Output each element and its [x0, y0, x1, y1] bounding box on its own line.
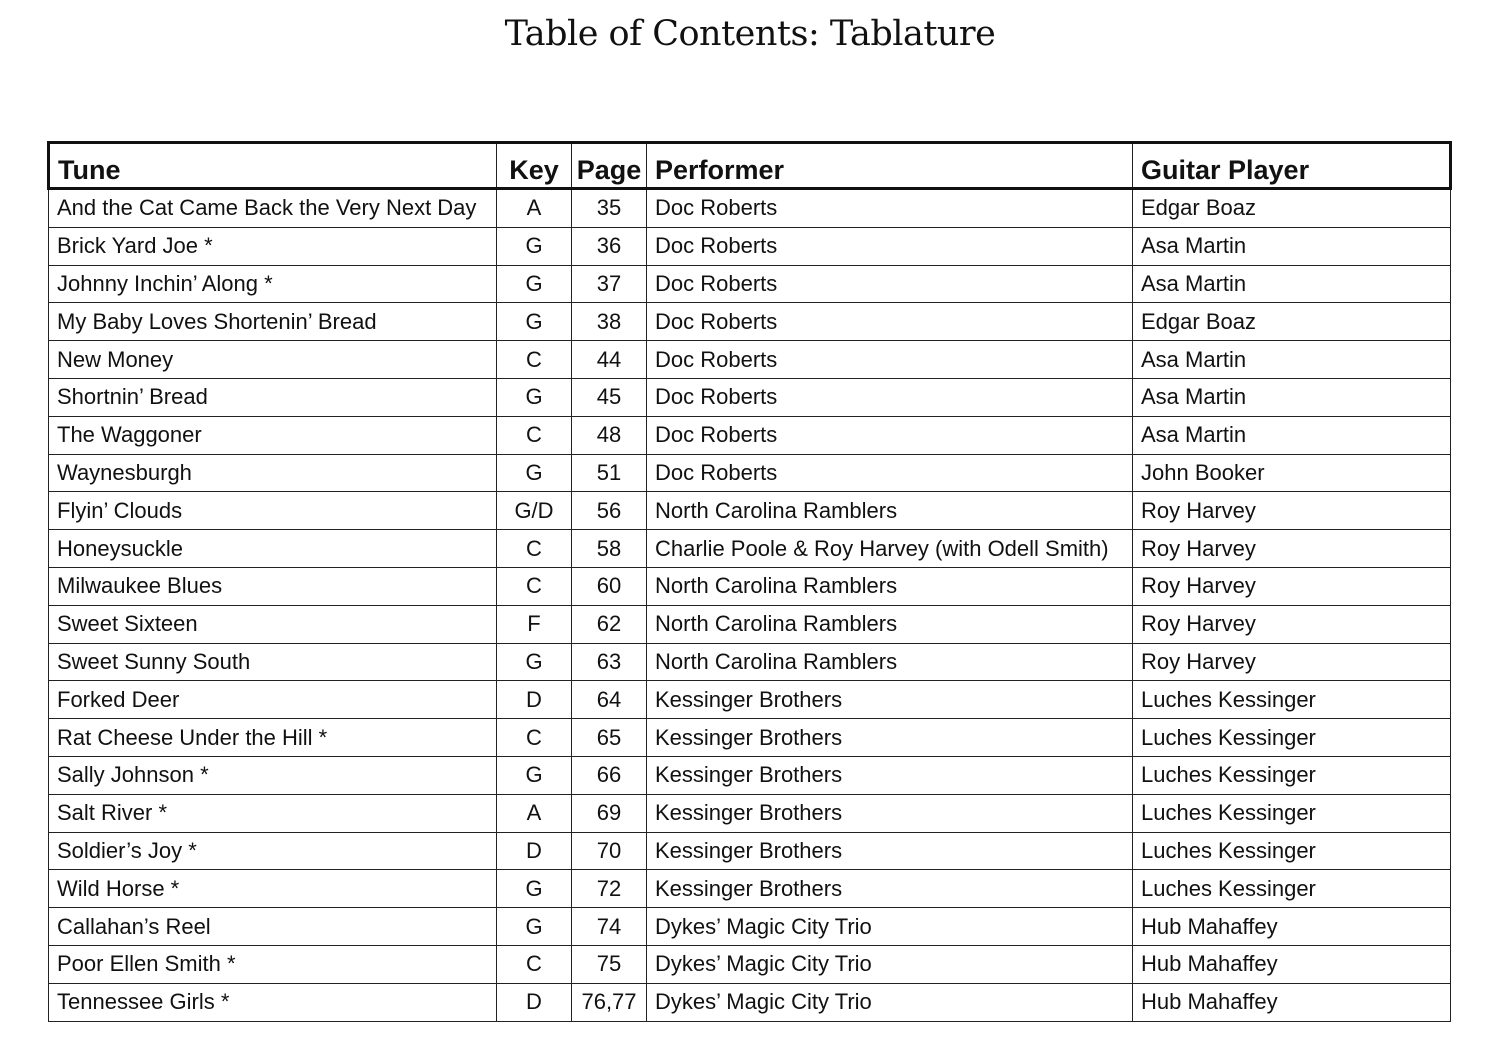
- guitar-player-cell: Luches Kessinger: [1133, 719, 1451, 757]
- table-row: [49, 643, 1451, 681]
- page-cell: 72: [572, 870, 647, 908]
- performer-cell: Doc Roberts: [647, 265, 1133, 303]
- performer-cell: Kessinger Brothers: [647, 681, 1133, 719]
- tune-cell: Wild Horse *: [49, 870, 497, 908]
- page-cell: 70: [572, 832, 647, 870]
- table-row: [49, 416, 1451, 454]
- performer-cell: Kessinger Brothers: [647, 832, 1133, 870]
- key-cell: G: [497, 643, 572, 681]
- table-row: [49, 945, 1451, 983]
- key-cell: F: [497, 605, 572, 643]
- table-row: [49, 567, 1451, 605]
- page-cell: 76,77: [572, 983, 647, 1021]
- guitar-player-cell: Asa Martin: [1133, 265, 1451, 303]
- guitar-player-cell: Luches Kessinger: [1133, 832, 1451, 870]
- table-row: [49, 303, 1451, 341]
- column-header-tune: Tune: [49, 143, 497, 189]
- page-cell: 35: [572, 189, 647, 228]
- tune-cell: And the Cat Came Back the Very Next Day: [49, 189, 497, 228]
- tune-cell: Honeysuckle: [49, 530, 497, 568]
- key-cell: C: [497, 341, 572, 379]
- key-cell: C: [497, 719, 572, 757]
- key-cell: C: [497, 945, 572, 983]
- table-row: [49, 189, 1451, 228]
- tune-cell: Tennessee Girls *: [49, 983, 497, 1021]
- key-cell: D: [497, 681, 572, 719]
- guitar-player-cell: Asa Martin: [1133, 416, 1451, 454]
- key-cell: G: [497, 378, 572, 416]
- key-cell: C: [497, 530, 572, 568]
- table-row: [49, 983, 1451, 1021]
- column-header-page: Page: [572, 143, 647, 189]
- guitar-player-cell: Luches Kessinger: [1133, 756, 1451, 794]
- key-cell: C: [497, 416, 572, 454]
- page-cell: 65: [572, 719, 647, 757]
- page-cell: 45: [572, 378, 647, 416]
- performer-cell: Kessinger Brothers: [647, 719, 1133, 757]
- page-cell: 37: [572, 265, 647, 303]
- tune-cell: The Waggoner: [49, 416, 497, 454]
- table-row: [49, 227, 1451, 265]
- table-row: [49, 530, 1451, 568]
- key-cell: G: [497, 454, 572, 492]
- performer-cell: Charlie Poole & Roy Harvey (with Odell Smith): [647, 530, 1133, 568]
- guitar-player-cell: Hub Mahaffey: [1133, 983, 1451, 1021]
- key-cell: G: [497, 227, 572, 265]
- guitar-player-cell: Edgar Boaz: [1133, 303, 1451, 341]
- tune-cell: Sally Johnson *: [49, 756, 497, 794]
- key-cell: G: [497, 908, 572, 946]
- table-row: [49, 454, 1451, 492]
- tune-cell: Poor Ellen Smith *: [49, 945, 497, 983]
- tune-cell: Johnny Inchin’ Along *: [49, 265, 497, 303]
- table-row: [49, 681, 1451, 719]
- page-cell: 38: [572, 303, 647, 341]
- performer-cell: Doc Roberts: [647, 227, 1133, 265]
- page-cell: 36: [572, 227, 647, 265]
- guitar-player-cell: Roy Harvey: [1133, 605, 1451, 643]
- page-cell: 64: [572, 681, 647, 719]
- performer-cell: Doc Roberts: [647, 416, 1133, 454]
- guitar-player-cell: Hub Mahaffey: [1133, 908, 1451, 946]
- performer-cell: Doc Roberts: [647, 378, 1133, 416]
- performer-cell: Dykes’ Magic City Trio: [647, 983, 1133, 1021]
- page-cell: 58: [572, 530, 647, 568]
- key-cell: G/D: [497, 492, 572, 530]
- guitar-player-cell: Luches Kessinger: [1133, 870, 1451, 908]
- page-cell: 56: [572, 492, 647, 530]
- guitar-player-cell: Asa Martin: [1133, 227, 1451, 265]
- key-cell: A: [497, 794, 572, 832]
- key-cell: D: [497, 983, 572, 1021]
- key-cell: G: [497, 756, 572, 794]
- page-cell: 60: [572, 567, 647, 605]
- guitar-player-cell: Asa Martin: [1133, 378, 1451, 416]
- table-row: [49, 756, 1451, 794]
- guitar-player-cell: Edgar Boaz: [1133, 189, 1451, 228]
- guitar-player-cell: John Booker: [1133, 454, 1451, 492]
- performer-cell: Kessinger Brothers: [647, 794, 1133, 832]
- page-cell: 66: [572, 756, 647, 794]
- page-cell: 51: [572, 454, 647, 492]
- performer-cell: Doc Roberts: [647, 341, 1133, 379]
- guitar-player-cell: Roy Harvey: [1133, 567, 1451, 605]
- key-cell: C: [497, 567, 572, 605]
- tune-cell: Salt River *: [49, 794, 497, 832]
- tune-cell: Waynesburgh: [49, 454, 497, 492]
- performer-cell: Kessinger Brothers: [647, 870, 1133, 908]
- performer-cell: Dykes’ Magic City Trio: [647, 945, 1133, 983]
- page-cell: 48: [572, 416, 647, 454]
- guitar-player-cell: Hub Mahaffey: [1133, 945, 1451, 983]
- table-row: [49, 832, 1451, 870]
- table-row: [49, 908, 1451, 946]
- tune-cell: Brick Yard Joe *: [49, 227, 497, 265]
- page-cell: 69: [572, 794, 647, 832]
- performer-cell: North Carolina Ramblers: [647, 643, 1133, 681]
- performer-cell: North Carolina Ramblers: [647, 567, 1133, 605]
- table-body: [49, 189, 1451, 1022]
- guitar-player-cell: Luches Kessinger: [1133, 794, 1451, 832]
- key-cell: G: [497, 303, 572, 341]
- tune-cell: Soldier’s Joy *: [49, 832, 497, 870]
- key-cell: D: [497, 832, 572, 870]
- performer-cell: Doc Roberts: [647, 303, 1133, 341]
- table-row: [49, 870, 1451, 908]
- contents-table: [47, 141, 1452, 1022]
- tune-cell: My Baby Loves Shortenin’ Bread: [49, 303, 497, 341]
- tune-cell: Callahan’s Reel: [49, 908, 497, 946]
- performer-cell: Doc Roberts: [647, 189, 1133, 228]
- page-cell: 63: [572, 643, 647, 681]
- column-header-guitar-player: Guitar Player: [1133, 143, 1451, 189]
- key-cell: A: [497, 189, 572, 228]
- guitar-player-cell: Roy Harvey: [1133, 643, 1451, 681]
- performer-cell: North Carolina Ramblers: [647, 492, 1133, 530]
- page-title: Table of Contents: Tablature: [504, 14, 996, 54]
- table-row: [49, 492, 1451, 530]
- key-cell: G: [497, 265, 572, 303]
- tune-cell: Flyin’ Clouds: [49, 492, 497, 530]
- tune-cell: Rat Cheese Under the Hill *: [49, 719, 497, 757]
- page-cell: 44: [572, 341, 647, 379]
- tune-cell: Sweet Sunny South: [49, 643, 497, 681]
- guitar-player-cell: Roy Harvey: [1133, 492, 1451, 530]
- guitar-player-cell: Luches Kessinger: [1133, 681, 1451, 719]
- performer-cell: North Carolina Ramblers: [647, 605, 1133, 643]
- header-row: [49, 143, 1451, 189]
- table-row: [49, 341, 1451, 379]
- tune-cell: Forked Deer: [49, 681, 497, 719]
- tune-cell: New Money: [49, 341, 497, 379]
- column-header-key: Key: [497, 143, 572, 189]
- page-cell: 75: [572, 945, 647, 983]
- table-row: [49, 378, 1451, 416]
- key-cell: G: [497, 870, 572, 908]
- tune-cell: Shortnin’ Bread: [49, 378, 497, 416]
- column-header-performer: Performer: [647, 143, 1133, 189]
- guitar-player-cell: Roy Harvey: [1133, 530, 1451, 568]
- table-row: [49, 605, 1451, 643]
- table-row: [49, 719, 1451, 757]
- table-header: [49, 143, 1451, 189]
- guitar-player-cell: Asa Martin: [1133, 341, 1451, 379]
- table-row: [49, 794, 1451, 832]
- performer-cell: Kessinger Brothers: [647, 756, 1133, 794]
- performer-cell: Dykes’ Magic City Trio: [647, 908, 1133, 946]
- page-cell: 62: [572, 605, 647, 643]
- tune-cell: Sweet Sixteen: [49, 605, 497, 643]
- page-cell: 74: [572, 908, 647, 946]
- tune-cell: Milwaukee Blues: [49, 567, 497, 605]
- table-row: [49, 265, 1451, 303]
- performer-cell: Doc Roberts: [647, 454, 1133, 492]
